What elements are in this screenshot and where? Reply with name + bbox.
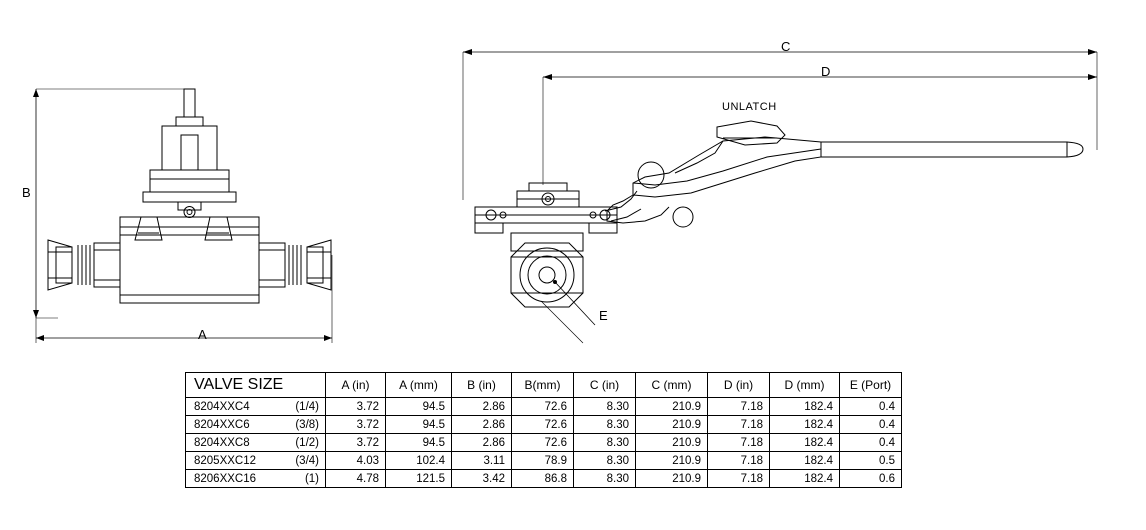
cell-c-mm: 210.9 xyxy=(636,470,708,488)
cell-e-port: 0.4 xyxy=(840,434,902,452)
cell-b-in: 2.86 xyxy=(452,416,512,434)
cell-model xyxy=(186,398,326,416)
cell-c-in: 8.30 xyxy=(574,470,636,488)
table-header-row xyxy=(186,373,902,398)
valve-spec-table xyxy=(185,372,902,488)
cell-model-code: 8205XXC12 xyxy=(194,454,257,467)
header-d-mm: D (mm) xyxy=(770,373,840,398)
cell-d-in: 7.18 xyxy=(708,470,770,488)
cell-model-size: (1) xyxy=(304,472,319,485)
cell-b-mm: 78.9 xyxy=(512,452,574,470)
cell-d-mm: 182.4 xyxy=(770,452,840,470)
header-d-in: D (in) xyxy=(708,373,770,398)
cell-c-mm: 210.9 xyxy=(636,398,708,416)
header-b-mm: B(mm) xyxy=(512,373,574,398)
cell-model-code: 8204XXC8 xyxy=(194,436,250,449)
cell-b-mm: 86.8 xyxy=(512,470,574,488)
table-row xyxy=(186,416,902,434)
table-row xyxy=(186,434,902,452)
cell-a-in: 4.78 xyxy=(326,470,386,488)
header-c-mm: C (mm) xyxy=(636,373,708,398)
cell-a-mm: 94.5 xyxy=(386,434,452,452)
cell-a-mm: 121.5 xyxy=(386,470,452,488)
right-view-drawing xyxy=(455,25,1135,365)
cell-c-in: 8.30 xyxy=(574,434,636,452)
table-row xyxy=(186,398,902,416)
header-e-port: E (Port) xyxy=(840,373,902,398)
cell-a-mm: 94.5 xyxy=(386,398,452,416)
header-valve-size: VALVE SIZE xyxy=(186,373,326,398)
cell-d-in: 7.18 xyxy=(708,434,770,452)
cell-b-mm: 72.6 xyxy=(512,398,574,416)
cell-b-mm: 72.6 xyxy=(512,434,574,452)
cell-a-mm: 102.4 xyxy=(386,452,452,470)
cell-model-size: (3/4) xyxy=(295,454,319,467)
cell-b-in: 2.86 xyxy=(452,398,512,416)
dimension-label-a-left: A xyxy=(198,327,207,342)
cell-c-in: 8.30 xyxy=(574,452,636,470)
cell-a-in: 3.72 xyxy=(326,434,386,452)
cell-d-in: 7.18 xyxy=(708,452,770,470)
cell-a-in: 3.72 xyxy=(326,416,386,434)
cell-model-code: 8204XXC6 xyxy=(194,418,250,431)
cell-c-in: 8.30 xyxy=(574,416,636,434)
cell-d-in: 7.18 xyxy=(708,416,770,434)
cell-d-mm: 182.4 xyxy=(770,416,840,434)
cell-model-code: 8206XXC16 xyxy=(194,472,257,485)
cell-b-in: 3.42 xyxy=(452,470,512,488)
header-a-mm: A (mm) xyxy=(386,373,452,398)
cell-e-port: 0.5 xyxy=(840,452,902,470)
header-b-in: B (in) xyxy=(452,373,512,398)
cell-d-mm: 182.4 xyxy=(770,434,840,452)
cell-d-in: 7.18 xyxy=(708,398,770,416)
cell-a-in: 3.72 xyxy=(326,398,386,416)
cell-model xyxy=(186,452,326,470)
cell-c-mm: 210.9 xyxy=(636,416,708,434)
cell-e-port: 0.4 xyxy=(840,398,902,416)
cell-c-in: 8.30 xyxy=(574,398,636,416)
dimension-label-d-right: D xyxy=(821,64,831,79)
cell-model-code: 8204XXC4 xyxy=(194,400,250,413)
cell-model-size: (3/8) xyxy=(295,418,319,431)
dimension-label-b-left: B xyxy=(22,185,31,200)
cell-a-mm: 94.5 xyxy=(386,416,452,434)
header-a-in: A (in) xyxy=(326,373,386,398)
cell-b-in: 2.86 xyxy=(452,434,512,452)
cell-model xyxy=(186,470,326,488)
cell-model xyxy=(186,434,326,452)
cell-b-mm: 72.6 xyxy=(512,416,574,434)
table-row xyxy=(186,470,902,488)
cell-a-in: 4.03 xyxy=(326,452,386,470)
unlatch-marking: UNLATCH xyxy=(722,101,777,113)
cell-d-mm: 182.4 xyxy=(770,470,840,488)
header-c-in: C (in) xyxy=(574,373,636,398)
cell-e-port: 0.4 xyxy=(840,416,902,434)
cell-c-mm: 210.9 xyxy=(636,434,708,452)
cell-model-size: (1/4) xyxy=(295,400,319,413)
cell-c-mm: 210.9 xyxy=(636,452,708,470)
cell-e-port: 0.6 xyxy=(840,470,902,488)
cell-model-size: (1/2) xyxy=(295,436,319,449)
table-row xyxy=(186,452,902,470)
cell-model xyxy=(186,416,326,434)
dimension-label-e-port: E xyxy=(599,308,608,323)
cell-d-mm: 182.4 xyxy=(770,398,840,416)
dimension-label-c-right: C xyxy=(781,39,791,54)
cell-b-in: 3.11 xyxy=(452,452,512,470)
